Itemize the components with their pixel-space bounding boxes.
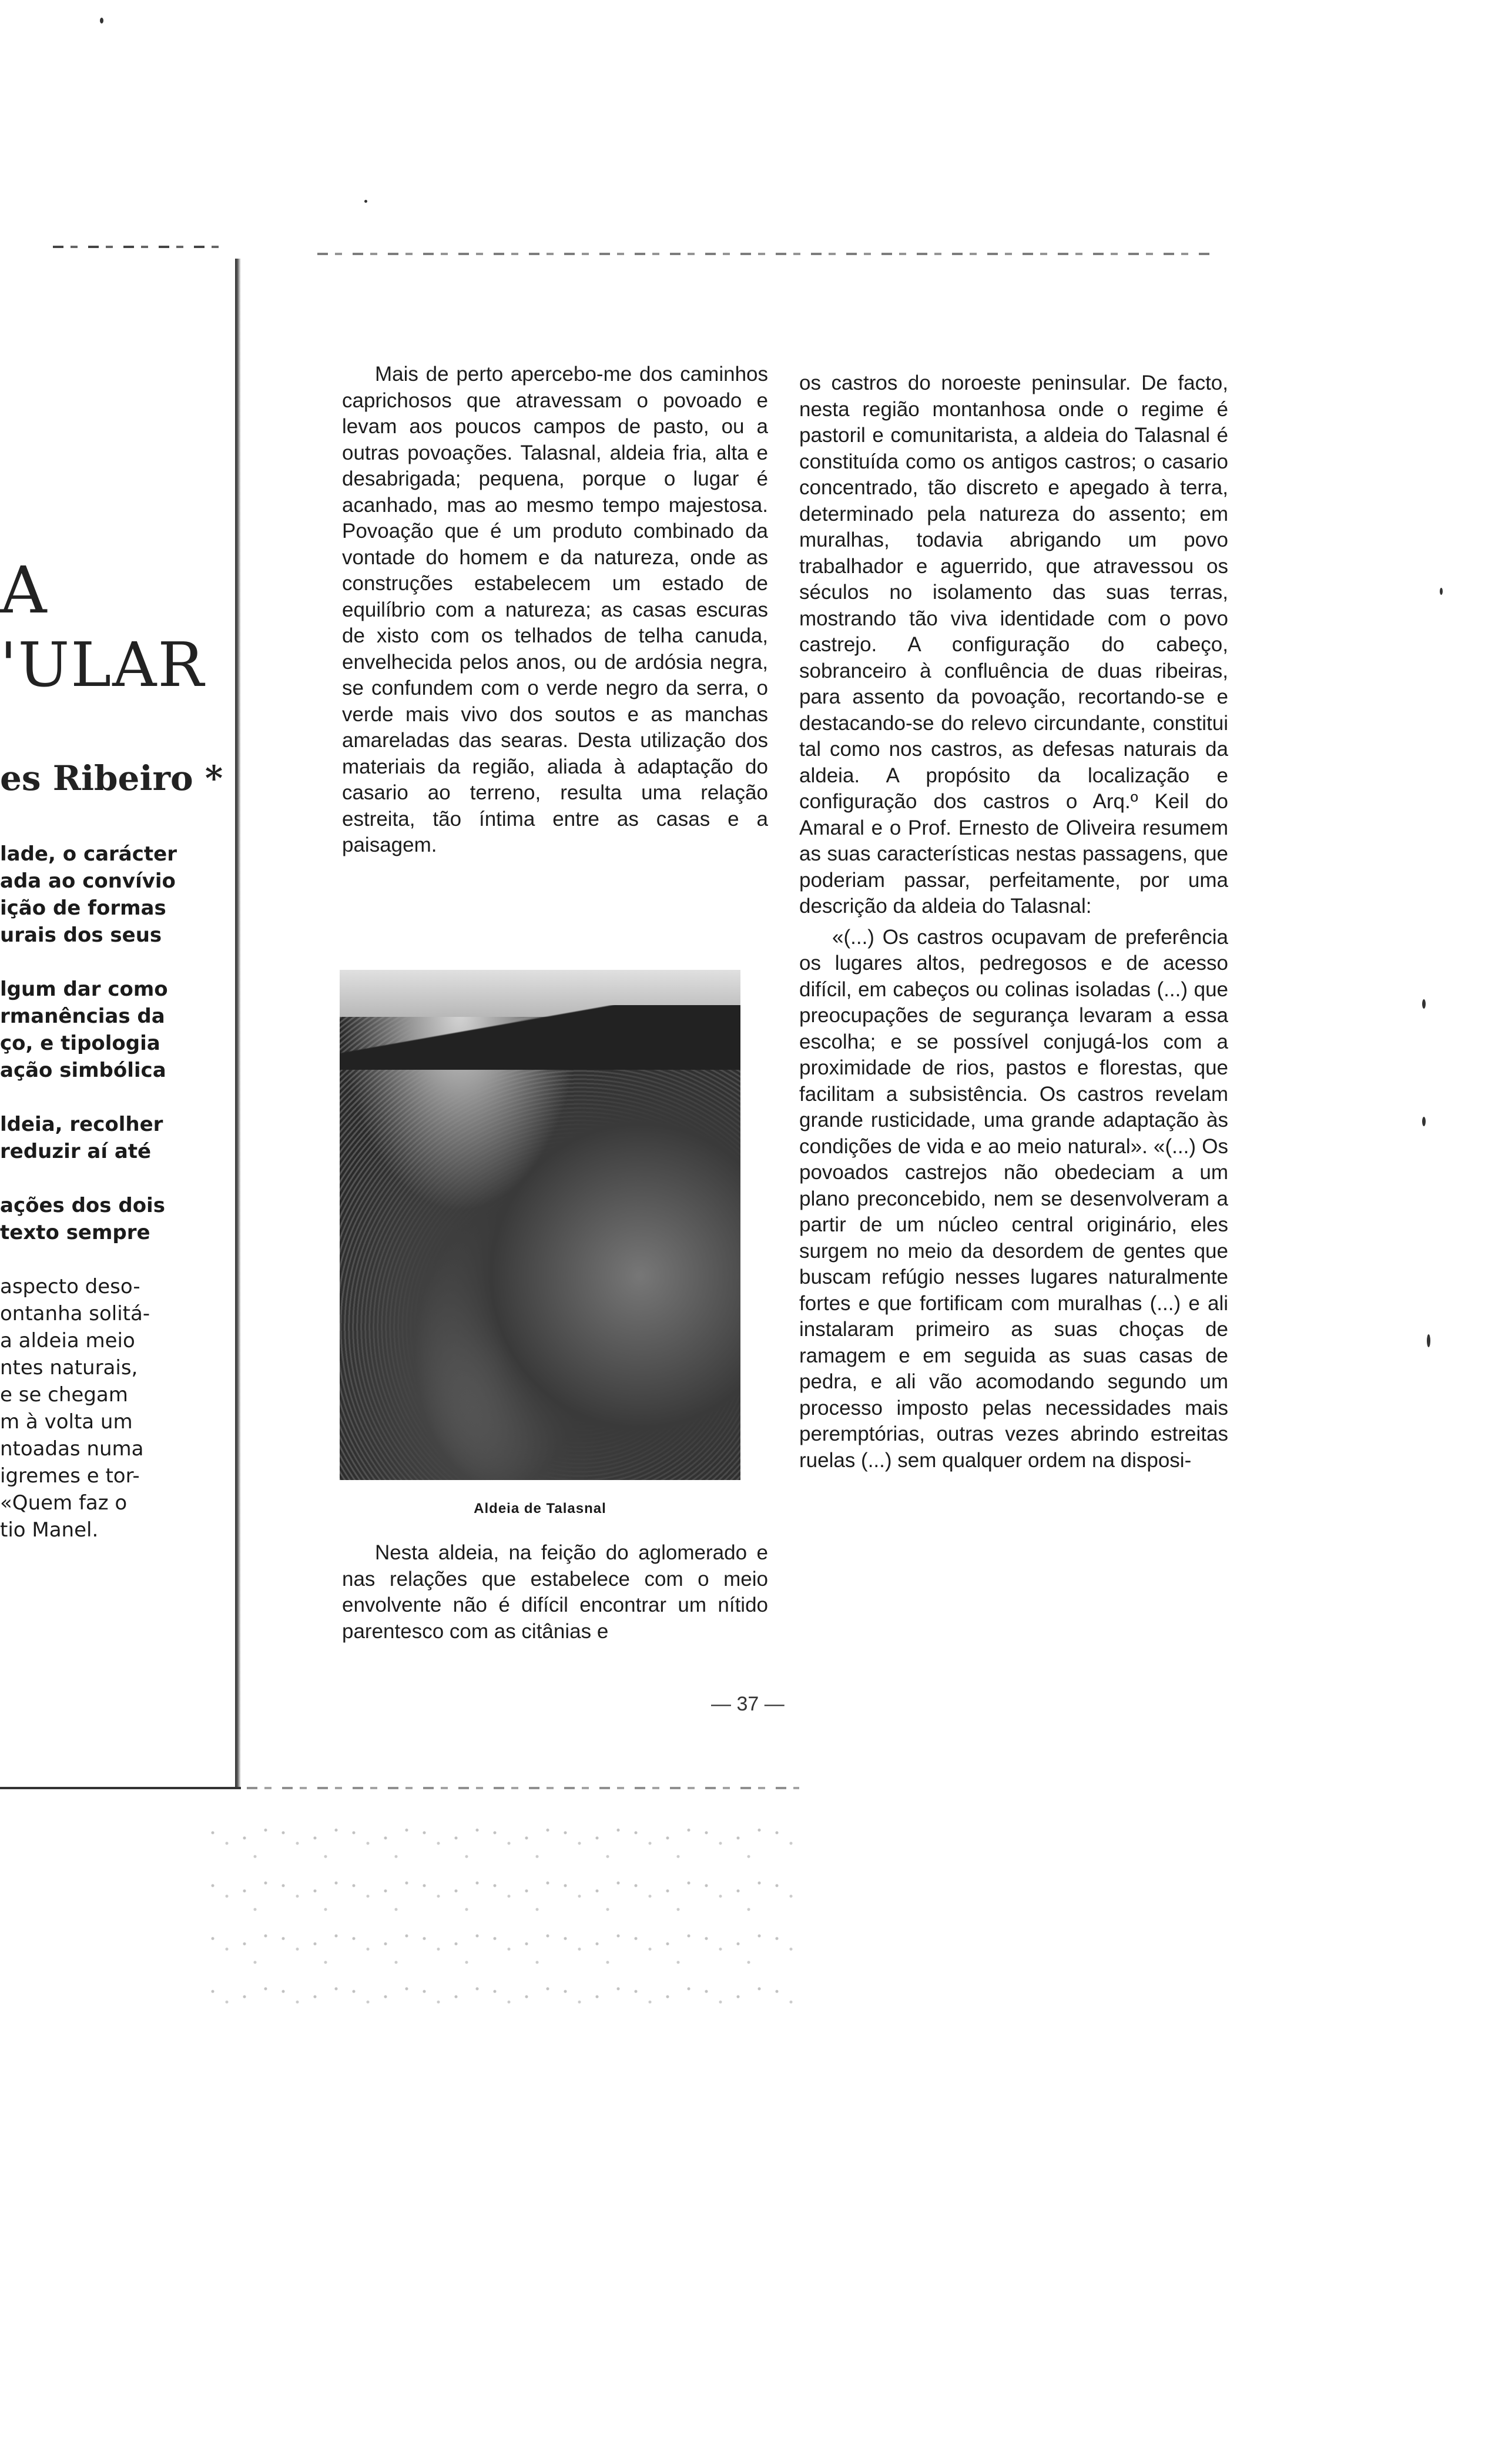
fragment-line: m à volta um <box>0 1410 133 1434</box>
top-scan-dash-line <box>53 246 223 248</box>
fragment-line: «Quem faz o <box>0 1491 128 1515</box>
fragment-line: ntes naturais, <box>0 1356 138 1380</box>
column-left-top <box>342 361 768 859</box>
fragment-line: lgum dar como <box>0 977 168 1001</box>
left-fragment-text <box>0 841 200 1544</box>
village-photo <box>340 970 740 1480</box>
paragraph-castros: os castros do noroeste peninsular. De facto, nesta região montanhosa onde o regime é pastoril e comunitarista, a aldeia do Talasnal é constituída como os antigos castros; o casario concentrado, tão discreto e apegado à terra, determinado pela natureza do assento; em muralhas, todavia abrigando um povo trabalhador e aguerrido, que atravessou os séculos no isolamento das suas terras, mostrando tão viva identidade com o povo castrejo. A configuração do cabeço, sobranceiro à confluência de duas ribeiras, para assento da povoação, recortando-se e destacando-se do relevo circundante, constitui tal como nos castros, as defesas naturais da aldeia. A propósito da localização e configuração dos castros o Arq.º Keil do Amaral e o Prof. Ernesto de Oliveira resumem as suas características nestas passagens, que poderiam passar, perfeitamente, por uma descrição da aldeia do Talasnal: <box>799 371 1228 918</box>
scan-noise <box>206 1822 793 2010</box>
photo-mountain-ridge <box>340 1005 740 1070</box>
fragment-line: igremes e tor- <box>0 1464 140 1488</box>
column-right <box>799 370 1228 1474</box>
fragment-line: ição de formas <box>0 896 166 920</box>
left-page-bottom-rule <box>0 1787 241 1789</box>
column-left-bottom <box>342 1540 768 1645</box>
left-page-edge <box>235 259 241 1787</box>
fragment-title-a: A <box>0 553 47 628</box>
scan-speck <box>100 18 103 24</box>
scan-speck <box>1440 588 1443 595</box>
fragment-line: a aldeia meio <box>0 1329 135 1352</box>
fragment-line: rmanências da <box>0 1005 165 1028</box>
paragraph-intro: Mais de perto apercebo-me dos caminhos caprichosos que atravessam o povoado e levam aos poucos campos de pasto, ou a outras povoações. Talasnal, aldeia fria, alta e desabrigada; pequena, porque o lugar é acanhado, mas ao mesmo tempo majestosa. Povoação que é um produto combinado da vontade do homem e da natureza, onde as construções estabelecem um estado de equilíbrio com a natureza; as casas escuras de xisto com os telhados de telha canuda, envelhecida pelos anos, ou de ardósia negra, se confundem com o verde negro da serra, o verde mais vivo dos soutos e as manchas amareladas das searas. Desta utilização dos materiais da região, aliada à adaptação do casario ao terreno, resulta uma relação estreita, tão íntima entre as casas e a paisagem. <box>342 363 768 856</box>
fragment-line: ações dos dois <box>0 1194 165 1217</box>
fragment-title: 'ULAR <box>0 629 205 701</box>
top-scan-dash-line-2 <box>317 253 1211 255</box>
fragment-line: aspecto deso- <box>0 1275 140 1298</box>
fragment-line: ntoadas numa <box>0 1437 144 1461</box>
page-number: — 37 — <box>711 1693 785 1715</box>
fragment-line-spacer <box>0 1084 200 1111</box>
fragment-line: urais dos seus <box>0 923 162 947</box>
fragment-line: e se chegam <box>0 1383 128 1407</box>
photo-caption: Aldeia de Talasnal <box>474 1501 606 1516</box>
scan-speck <box>1427 1334 1430 1347</box>
fragment-line: ada ao convívio <box>0 869 176 893</box>
bottom-scan-dash-line <box>212 1787 799 1789</box>
fragment-line: reduzir aí até <box>0 1140 152 1163</box>
fragment-line-spacer <box>0 1246 200 1273</box>
fragment-line: ação simbólica <box>0 1059 166 1082</box>
fragment-author: es Ribeiro * <box>0 758 223 798</box>
paragraph-quote: «(...) Os castros ocupavam de preferência os lugares altos, pedregosos e de acesso difícil, em cabeços ou colinas isoladas (...) que preocupações de segurança levaram a essa escolha; e se possível conjugá-los com a proximidade de rios, pastos e florestas, que facilitam a subsistência. Os castros revelam grande rusticidade, uma grande adaptação às condições de vida e ao meio natural». «(...) Os povoados castrejos não obedeciam a um plano preconcebido, nem se desenvolveram a partir de um núcleo central originário, eles surgem no meio da desordem de gentes que buscam refúgio nesses lugares naturalmente fortes e que fortificam com muralhas (...) e ali instalaram primeiro as suas choças de ramagem e em seguida as suas casas de pedra, e ali vão acomodando segundo um processo imposto pelas necessidades mais peremptórias, outras vezes abrindo estreitas ruelas (...) sem qualquer ordem na disposi- <box>799 925 1228 1472</box>
fragment-line: texto sempre <box>0 1221 150 1244</box>
fragment-line: ço, e tipologia <box>0 1032 160 1055</box>
fragment-line: ontanha solitá- <box>0 1302 150 1325</box>
fragment-line: tio Manel. <box>0 1518 99 1542</box>
scan-speck <box>364 200 367 203</box>
fragment-line: lade, o carácter <box>0 842 177 866</box>
scan-speck <box>1422 999 1426 1009</box>
fragment-line-spacer <box>0 1165 200 1192</box>
scan-speck <box>1422 1117 1426 1126</box>
fragment-line-spacer <box>0 949 200 976</box>
fragment-line: ldeia, recolher <box>0 1113 163 1136</box>
paragraph-aldeia: Nesta aldeia, na feição do aglomerado e nas relações que estabelece com o meio envolvente não é difícil encontrar um nítido parentesco com as citânias e <box>342 1541 768 1643</box>
